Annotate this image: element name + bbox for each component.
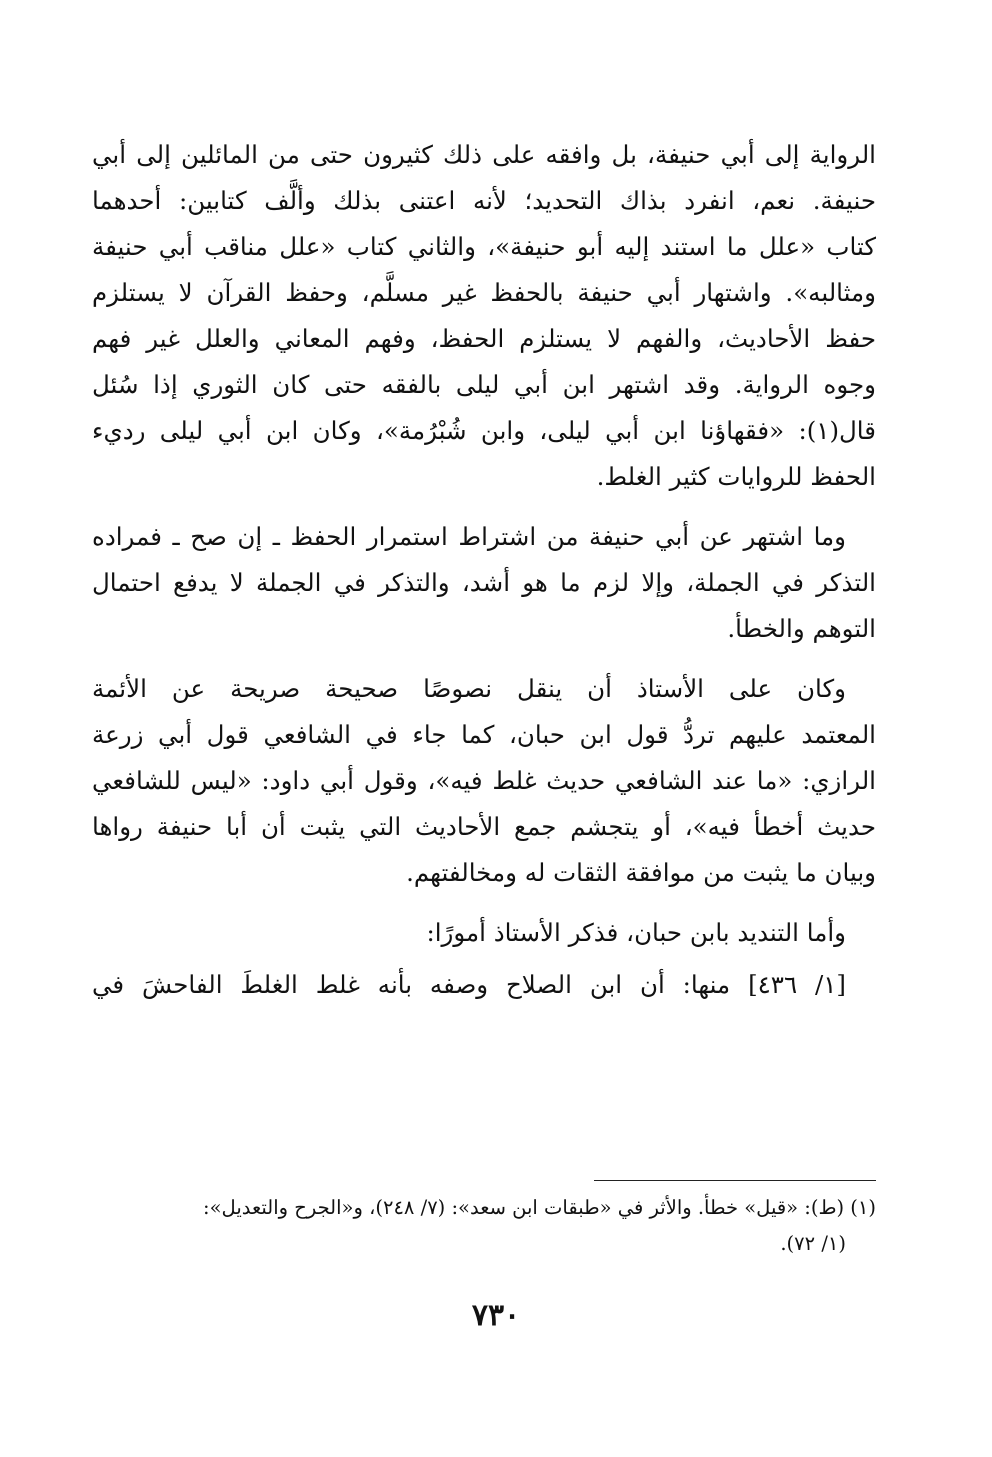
text-line: قال(١): «فقهاؤنا ابن أبي ليلى، وابن شُبْرُمة»، وكان ابن أبي ليلى رديء xyxy=(92,416,876,445)
text-line: وما اشتهر عن أبي حنيفة من اشتراط استمرار الحفظ ـ إن صح ـ فمراده xyxy=(92,522,846,551)
text-line: الرواية إلى أبي حنيفة، بل وافقه على ذلك كثيرون حتى من المائلين إلى أبي xyxy=(92,140,876,169)
text-line: التوهم والخطأ. xyxy=(727,614,876,643)
text-line: حفظ الأحاديث، والفهم لا يستلزم الحفظ، وفهم المعاني والعلل غير فهم xyxy=(92,324,876,353)
text-line: المعتمد عليهم تردُّ قول ابن حبان، كما جاء في الشافعي قول أبي زرعة xyxy=(92,720,876,749)
text-line: الرازي: «ما عند الشافعي حديث غلط فيه»، وقول أبي داود: «ليس للشافعي xyxy=(92,766,876,795)
footnote-separator xyxy=(594,1180,876,1181)
text-line: حنيفة. نعم، انفرد بذاك التحديد؛ لأنه اعتنى بذلك وألَّف كتابين: أحدهما xyxy=(92,186,876,215)
text-line: كتاب «علل ما استند إليه أبو حنيفة»، والثاني كتاب «علل مناقب أبي حنيفة xyxy=(92,232,876,261)
paragraph-5 xyxy=(92,962,876,1008)
main-text xyxy=(92,132,876,1022)
text-line: الحفظ للروايات كثير الغلط. xyxy=(596,462,876,491)
paragraph-1 xyxy=(92,132,876,500)
paragraph-4 xyxy=(92,910,876,956)
text-line: وأما التنديد بابن حبان، فذكر الأستاذ أمورًا: xyxy=(426,918,846,947)
text-line: وبيان ما يثبت من موافقة الثقات له ومخالفتهم. xyxy=(406,858,876,887)
text-line: [١/ ٤٣٦] منها: أن ابن الصلاح وصفه بأنه غلط الغلطَ الفاحشَ في xyxy=(92,970,846,999)
footnote-line: (١/ ٧٢). xyxy=(780,1232,846,1255)
paragraph-3 xyxy=(92,666,876,896)
paragraph-2 xyxy=(92,514,876,652)
text-line: حديث أخطأ فيه»، أو يتجشم جمع الأحاديث التي يثبت أن أبا حنيفة رواها xyxy=(92,812,876,841)
text-line: التذكر في الجملة، وإلا لزم ما هو أشد، والتذكر في الجملة لا يدفع احتمال xyxy=(92,568,876,597)
text-line: وجوه الرواية. وقد اشتهر ابن أبي ليلى بالفقه حتى كان الثوري إذا سُئل xyxy=(92,370,876,399)
footnote-1 xyxy=(110,1190,876,1262)
text-line: وكان على الأستاذ أن ينقل نصوصًا صحيحة صريحة عن الأئمة xyxy=(92,674,846,703)
footnote-line: (١) (ط): «قيل» خطأ. والأثر في «طبقات ابن سعد»: (٧/ ٢٤٨)، و«الجرح والتعديل»: xyxy=(203,1196,876,1219)
text-line: ومثالبه». واشتهار أبي حنيفة بالحفظ غير مسلَّم، وحفظ القرآن لا يستلزم xyxy=(92,278,876,307)
page-number: ٧٣٠ xyxy=(471,1298,521,1333)
